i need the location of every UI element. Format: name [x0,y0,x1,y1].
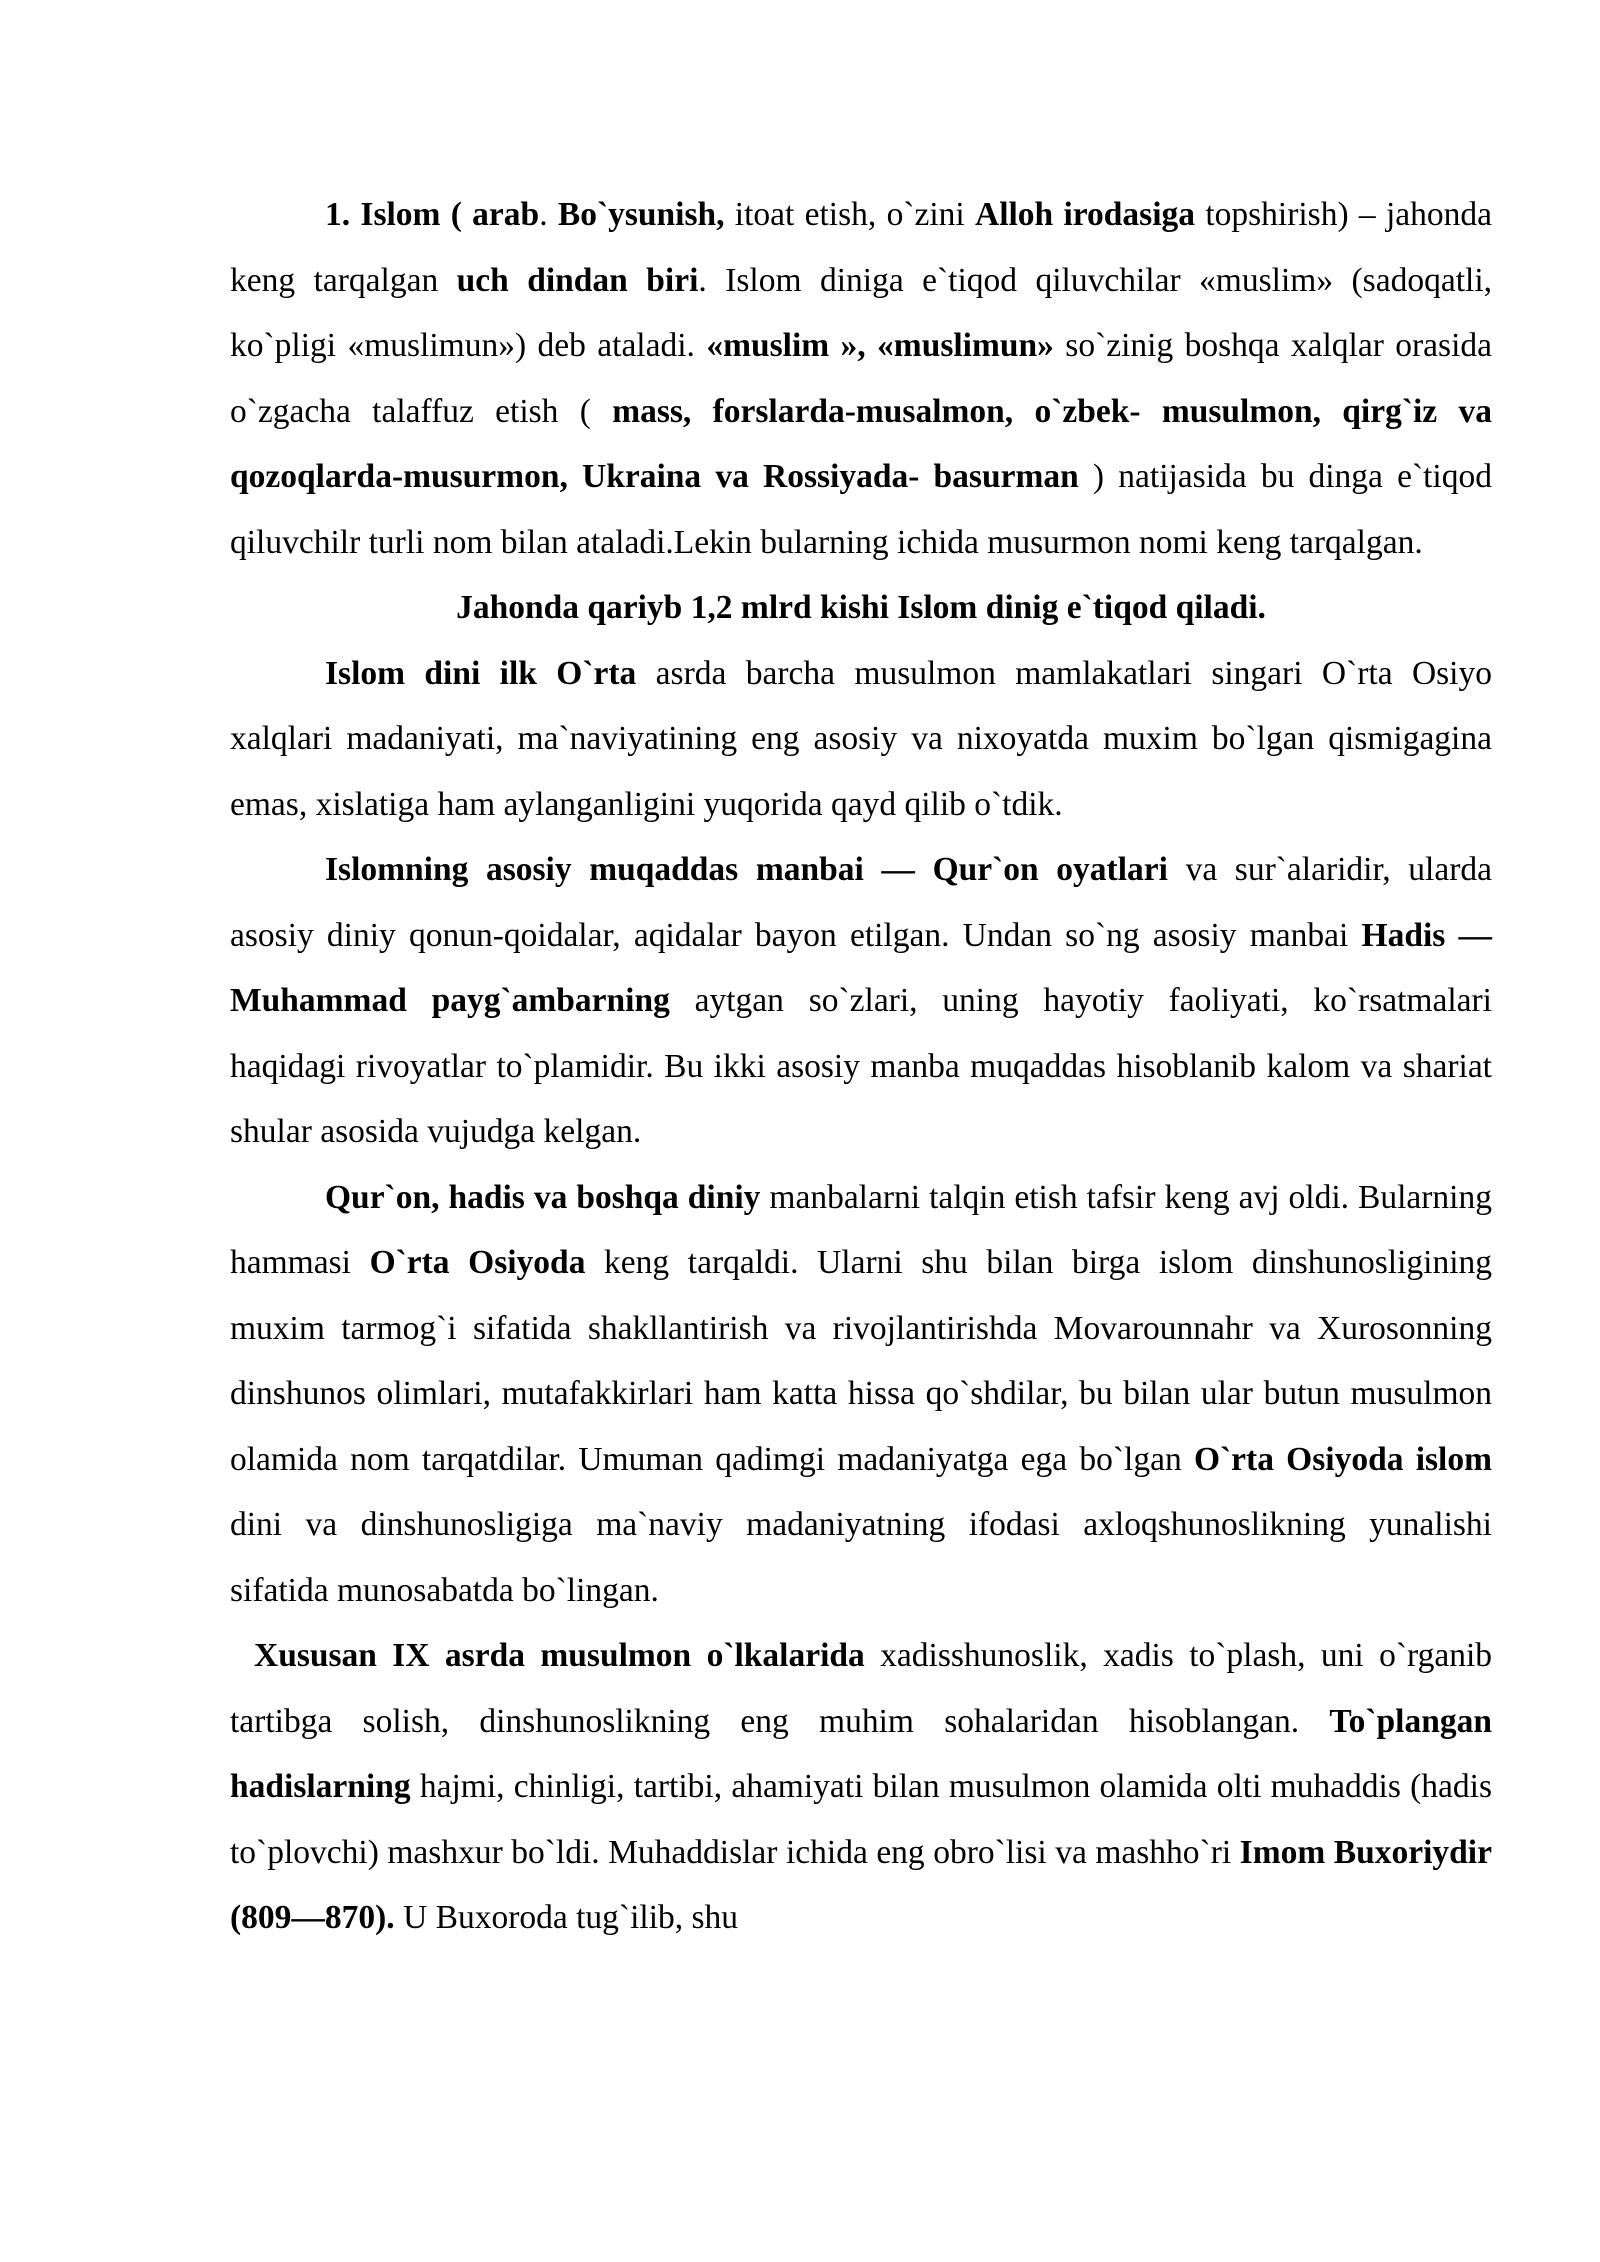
text-run: . [539,196,558,233]
document-body [230,182,1492,1951]
text-run: Islomning asosiy muqaddas manbai — Qur`on oyatlari [325,851,1168,888]
paragraph-islom-central-asia [230,641,1492,838]
text-run: dini va dinshunosligiga ma`naviy madaniyatning ifodasi axloqshunoslikning yunalishi sifatida munosabatda bo`lingan. [230,1506,1492,1609]
text-run: itoat etish, o`zini [724,196,975,233]
text-run: . Islom diniga e`tiqod qiluvchilar «muslim» (sadoqatli, ko`pligi «muslimun») deb ataladi. [230,261,1493,364]
text-run: aytgan so`zlari, uning hayotiy faoliyati, ko`rsatmalari haqidagi rivoyatlar to`plamidir. Bu ikki asosiy manba muqaddas hisoblanib kalom va shariat shular asosida vujudga kelgan. [230,982,1492,1150]
text-run: Hadis — Muhammad payg`ambarning [230,916,1492,1019]
text-run: Jahonda qariyb 1,2 mlrd kishi Islom dinig e`tiqod qiladi. [456,589,1266,626]
text-run: ) natijasida bu dinga e`tiqod qiluvchilr turli nom bilan ataladi.Lekin bularning ichida musurmon nomi keng tarqalgan. [230,458,1492,561]
paragraph-sacred-sources [230,837,1492,1165]
text-run: manbalarni talqin etish tafsir keng avj oldi. Bularning hammasi [230,1178,1492,1281]
text-run: Xususan IX asrda musulmon o`lkalarida [254,1637,865,1674]
text-run: va sur`alaridir, ularda asosiy diniy qonun-qoidalar, aqidalar bayon etilgan. Undan so`ng asosiy manbai [230,851,1492,954]
text-run: topshirish) – jahonda keng tarqalgan [230,196,1492,299]
text-run: O`rta Osiyoda [369,1244,586,1281]
text-run: so`zinig boshqa xalqlar orasida o`zgacha talaffuz etish ( [230,327,1493,430]
paragraph-hadith-studies [230,1623,1492,1951]
text-run: «muslim », «muslimun» [706,327,1054,364]
text-run: Imom Buxoriydir (809—870). [230,1833,1492,1936]
text-run: asrda barcha musulmon mamlakatlari singari O`rta Osiyo xalqlari madaniyati, ma`naviyatining eng asosiy va nixoyatda muxim bo`lgan qismigagina emas, xislatiga ham aylanganligini yuqorida qayd qilib o`tdik. [230,654,1492,823]
text-run: Alloh irodasiga [975,196,1196,233]
paragraph-islom-definition [230,182,1492,575]
text-run: Bo`ysunish, [557,196,725,233]
text-run: Qur`on, hadis va boshqa diniy [325,1178,761,1216]
text-run: Islom dini ilk O`rta [325,654,637,692]
text-run: U Buxoroda tug`ilib, shu [394,1899,739,1936]
text-run: keng tarqaldi. Ularni shu bilan birga islom dinshunosligining muxim tarmog`i sifatida shakllantirish va rivojlantirishda Movarounnahr va Xurosonning dinshunos olimlari, mutafakkirlari ham katta hissa qo`shdilar, bu bilan ular butun musulmon olamida nom tarqatdilar. Umuman qadimgi madaniyatga ega bo`lgan [230,1244,1492,1478]
text-run: O`rta Osiyoda islom [1193,1440,1492,1478]
paragraph-tafsir [230,1165,1492,1624]
text-run: hajmi, chinligi, tartibi, ahamiyati bilan musulmon olamida olti muhaddis (hadis to`plovchi) mashxur bo`ldi. Muhaddislar ichida eng obro`lisi va mashho`ri [230,1768,1492,1871]
text-run: 1. Islom ( arab [325,196,540,233]
text-run: uch dindan biri [456,261,699,299]
text-run: To`plangan hadislarning [230,1702,1492,1805]
text-run: mass, forslarda-musalmon, o`zbek- musulmon, qirg`iz va qozoqlarda-musurmon, Ukraina va Rossiyada- basurman [230,392,1492,495]
text-run: xadisshunoslik, xadis to`plash, uni o`rganib tartibga solish, dinshunoslikning eng muhim sohalaridan hisoblangan. [230,1637,1493,1740]
paragraph-population-statement [230,575,1492,641]
